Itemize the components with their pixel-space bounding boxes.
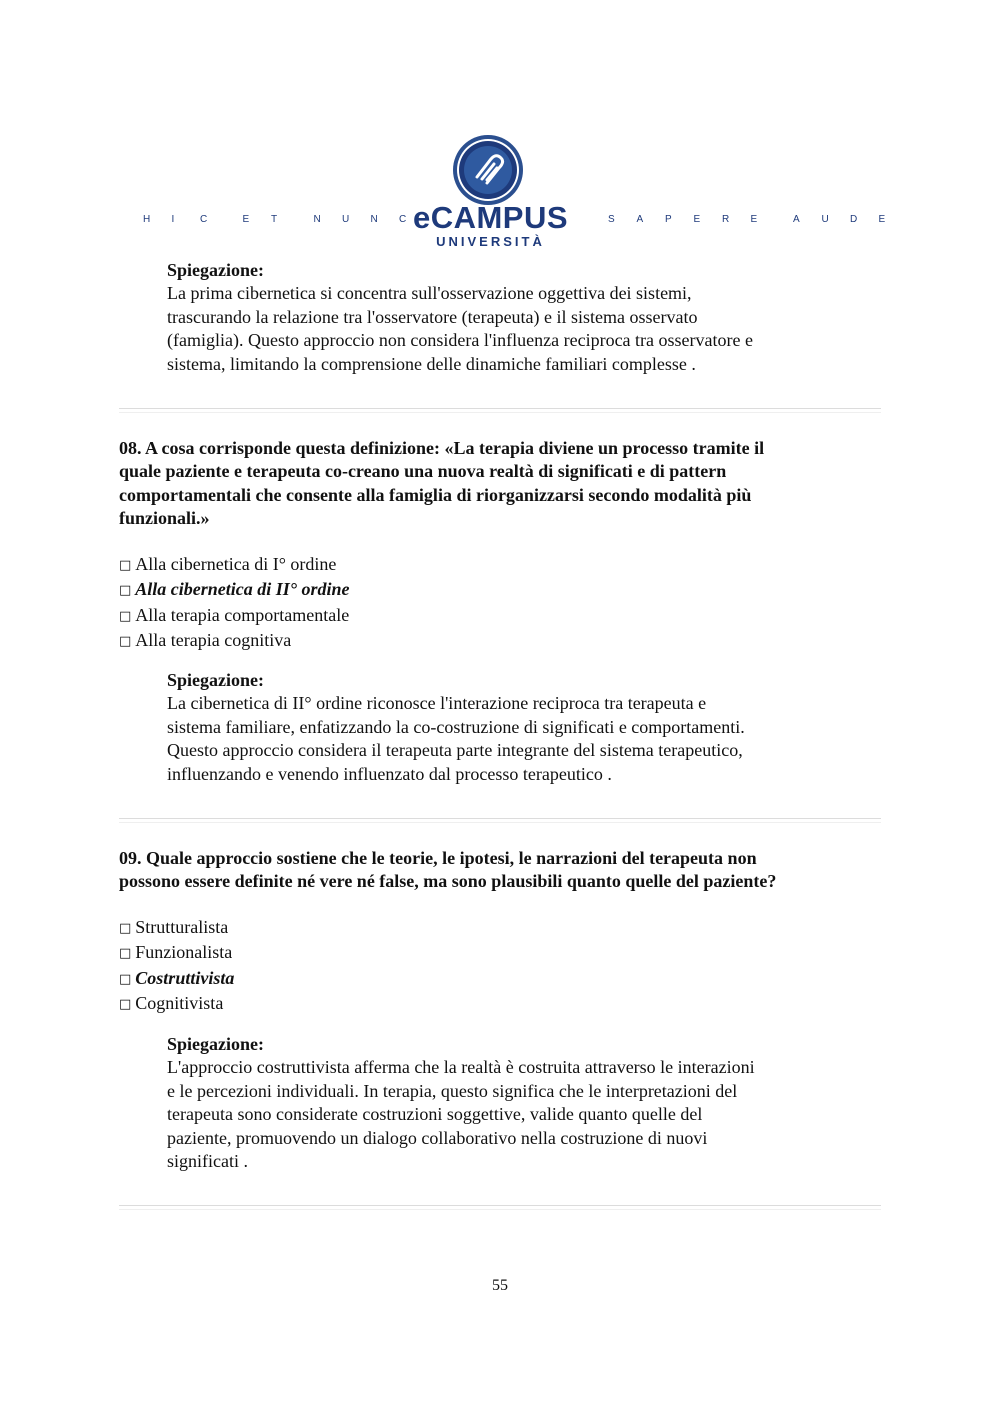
option-q08-b-correct[interactable] <box>119 578 864 603</box>
explanation-q07 <box>167 259 837 376</box>
motto-letter: U <box>342 214 350 225</box>
explanation-line: (famiglia). Questo approccio non considera l'influenza reciproca tra osservatore e <box>167 330 753 351</box>
explanation-line: La prima cibernetica si concentra sull'osservazione oggettiva dei sistemi, <box>167 283 692 304</box>
option-q09-b[interactable] <box>119 941 864 966</box>
checkbox-icon[interactable]: □ <box>119 921 132 936</box>
motto-letter: P <box>665 214 672 225</box>
motto-letter: E <box>750 214 758 225</box>
option-label: Funzionalista <box>135 942 233 963</box>
motto-letter: E <box>878 214 886 225</box>
option-label: Alla cibernetica di II° ordine <box>135 579 350 600</box>
checkbox-icon[interactable]: □ <box>119 946 132 962</box>
motto-letter: T <box>271 214 278 225</box>
explanation-line: terapeuta sono considerate costruzioni soggettive, valide quanto quelle del <box>167 1104 703 1125</box>
explanation-label: Spiegazione: <box>167 1034 264 1054</box>
motto-hic-et-nunc <box>143 214 428 225</box>
question-08 <box>119 437 864 531</box>
page-number: 55 <box>492 1277 508 1294</box>
motto-letter: H <box>143 214 151 225</box>
motto-letter: C <box>200 214 208 225</box>
motto-letter: E <box>242 214 250 225</box>
explanation-line: sistema familiare, enfatizzando la co-costruzione di significati e comportamenti. <box>167 716 745 737</box>
motto-letter: S <box>608 214 615 225</box>
motto-letter: A <box>636 214 644 225</box>
section-divider <box>119 1205 881 1210</box>
explanation-line: trascurando la relazione tra l'osservatore (terapeuta) e il sistema osservato <box>167 306 698 327</box>
checkbox-icon[interactable]: □ <box>119 997 132 1013</box>
motto-sapere-aude <box>608 214 907 225</box>
option-label: Alla terapia comportamentale <box>135 604 350 625</box>
question-line: quale paziente e terapeuta co-creano una nuova realtà di significati e di pattern <box>119 461 727 482</box>
question-line: 08. A cosa corrisponde questa definizione: «La terapia diviene un processo tramite il <box>119 438 765 458</box>
explanation-line: e le percezioni individuali. In terapia, questo significa che le interpretazioni del <box>167 1080 738 1101</box>
option-q09-c-correct[interactable] <box>119 967 864 992</box>
motto-letter: D <box>850 214 858 225</box>
option-q09-a[interactable] <box>119 916 864 941</box>
section-divider <box>119 818 881 823</box>
option-label: Strutturalista <box>135 917 229 937</box>
explanation-line: Questo approccio considera il terapeuta parte integrante del sistema terapeutico, <box>167 740 743 761</box>
option-label: Alla terapia cognitiva <box>135 630 292 651</box>
motto-letter: U <box>821 214 829 225</box>
explanation-line: influenzando e venendo influenzato dal processo terapeutico . <box>167 763 612 784</box>
explanation-line: La cibernetica di II° ordine riconosce l'interazione reciproca tra terapeuta e <box>167 693 707 714</box>
section-divider <box>119 408 881 413</box>
option-label: Costruttivista <box>135 967 235 988</box>
explanation-line: significati . <box>167 1151 248 1172</box>
option-q08-d[interactable] <box>119 629 864 654</box>
explanation-line: L'approccio costruttivista afferma che la realtà è costruita attraverso le interazioni <box>167 1057 755 1078</box>
option-q08-a[interactable] <box>119 553 864 578</box>
checkbox-icon[interactable]: □ <box>119 583 132 599</box>
brand-name: eCAMPUS <box>412 200 569 235</box>
explanation-label: Spiegazione: <box>167 260 264 280</box>
options-q08 <box>119 553 864 655</box>
motto-letter: N <box>370 214 378 225</box>
explanation-line: sistema, limitando la comprensione delle dinamiche familiari complesse . <box>167 353 696 374</box>
motto-letter: E <box>693 214 701 225</box>
motto-letter: C <box>399 214 407 225</box>
question-line: comportamentali che consente alla famiglia di riorganizzarsi secondo modalità più <box>119 484 752 505</box>
options-q09 <box>119 916 864 1018</box>
question-line: funzionali.» <box>119 508 210 529</box>
question-line: possono essere definite né vere né false, ma sono plausibili quanto quelle del paziente? <box>119 871 777 892</box>
option-q09-d[interactable] <box>119 992 864 1017</box>
motto-letter: I <box>171 214 175 225</box>
motto-letter: N <box>313 214 321 225</box>
explanation-label: Spiegazione: <box>167 670 264 690</box>
explanation-q08 <box>167 669 837 786</box>
motto-letter: A <box>793 214 800 225</box>
option-q08-c[interactable] <box>119 604 864 629</box>
question-09 <box>119 847 864 894</box>
option-label: Alla cibernetica di I° ordine <box>135 554 337 574</box>
page-header <box>0 128 1000 253</box>
explanation-line: paziente, promuovendo un dialogo collaborativo nella costruzione di nuovi <box>167 1127 708 1148</box>
option-label: Cognitivista <box>135 993 224 1014</box>
motto-letter: R <box>722 214 730 225</box>
checkbox-icon[interactable]: □ <box>119 634 132 650</box>
checkbox-icon[interactable]: □ <box>119 971 132 987</box>
checkbox-icon[interactable]: □ <box>119 558 132 573</box>
question-line: 09. Quale approccio sostiene che le teorie, le ipotesi, le narrazioni del terapeuta non <box>119 848 757 868</box>
ecampus-seal-logo <box>451 133 525 207</box>
brand-subtitle: UNIVERSITÀ <box>436 234 545 249</box>
checkbox-icon[interactable]: □ <box>119 608 132 624</box>
explanation-q09 <box>167 1033 837 1173</box>
